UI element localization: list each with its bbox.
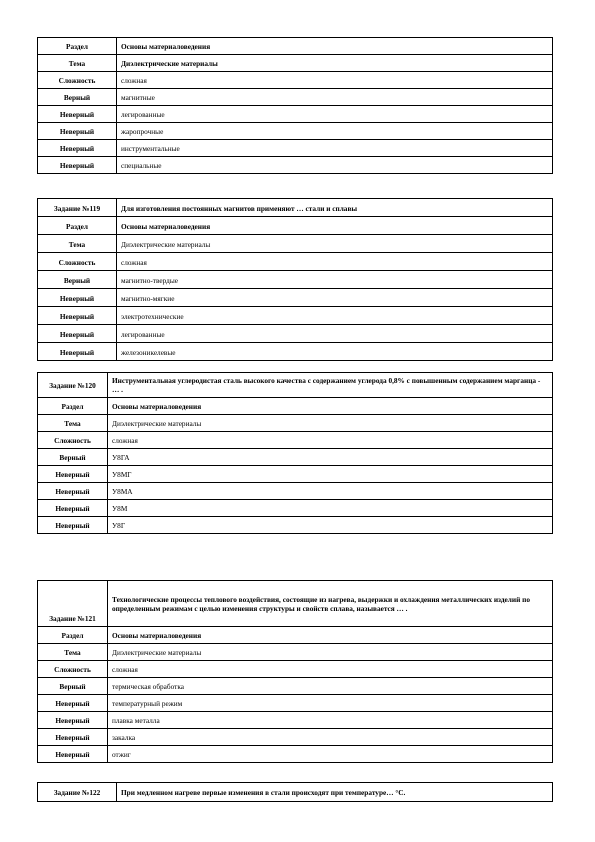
table-row [38,627,553,644]
incorrect-answer: У8МА [108,483,553,500]
table-row [38,432,553,449]
incorrect-label: Неверный [38,307,117,325]
task-number: Задание №121 [38,581,108,627]
table-row [38,661,553,678]
incorrect-label: Неверный [38,325,117,343]
topic-label: Тема [38,55,117,72]
incorrect-answer: железоникелевые [117,343,553,361]
task-number: Задание №119 [38,199,117,217]
table-row [38,271,553,289]
incorrect-answer: магнитно-мягкие [117,289,553,307]
correct-answer: магнитные [117,89,553,106]
difficulty-value: сложная [117,253,553,271]
topic-label: Тема [38,235,117,253]
topic-value: Диэлектрические материалы [117,55,553,72]
incorrect-label: Неверный [38,483,108,500]
task-question: Для изготовления постоянных магнитов применяют … стали и сплавы [117,199,553,217]
task-question: Технологические процессы теплового воздействия, состоящие из нагрева, выдержки и охлаждения металлических изделий по определенным режимам с целью изменения структуры и свойств сплава, называется … . [108,581,553,627]
correct-label: Верный [38,271,117,289]
incorrect-label: Неверный [38,746,108,763]
task-121-table [37,580,553,763]
incorrect-answer: У8Г [108,517,553,534]
incorrect-label: Неверный [38,695,108,712]
incorrect-label: Неверный [38,140,117,157]
incorrect-label: Неверный [38,289,117,307]
difficulty-label: Сложность [38,253,117,271]
section-value: Основы материаловедения [108,627,553,644]
difficulty-label: Сложность [38,432,108,449]
correct-answer: термическая обработка [108,678,553,695]
incorrect-label: Неверный [38,157,117,174]
topic-label: Тема [38,644,108,661]
table-row [38,307,553,325]
table-row [38,140,553,157]
table-row [38,449,553,466]
task-header-row [38,581,553,627]
section-value: Основы материаловедения [117,38,553,55]
incorrect-answer: плавка металла [108,712,553,729]
table-row [38,289,553,307]
table-row [38,466,553,483]
table-row [38,483,553,500]
section-label: Раздел [38,38,117,55]
table-row [38,55,553,72]
table-row [38,415,553,432]
incorrect-answer: инструментальные [117,140,553,157]
incorrect-answer: отжиг [108,746,553,763]
correct-label: Верный [38,678,108,695]
task-119-table [37,198,553,361]
incorrect-answer: специальные [117,157,553,174]
table-row [38,712,553,729]
difficulty-label: Сложность [38,72,117,89]
table-row [38,644,553,661]
correct-label: Верный [38,449,108,466]
table-row [38,695,553,712]
table-row [38,746,553,763]
table-row [38,123,553,140]
task-120-table [37,372,553,534]
incorrect-label: Неверный [38,500,108,517]
task-question: Инструментальная углеродистая сталь высокого качества с содержанием углерода 0,8% с повышенным содержанием марганца - … . [108,373,553,398]
difficulty-value: сложная [108,432,553,449]
section-label: Раздел [38,217,117,235]
section-value: Основы материаловедения [108,398,553,415]
table-row [38,325,553,343]
section-label: Раздел [38,627,108,644]
correct-label: Верный [38,89,117,106]
table-row [38,106,553,123]
incorrect-label: Неверный [38,466,108,483]
task-header-row [38,199,553,217]
task-118-table [37,37,553,174]
incorrect-answer: легированные [117,325,553,343]
table-row [38,678,553,695]
table-row [38,253,553,271]
table-row [38,72,553,89]
table-row [38,235,553,253]
task-number: Задание №122 [38,783,117,802]
table-row [38,729,553,746]
incorrect-answer: электротехнические [117,307,553,325]
difficulty-label: Сложность [38,661,108,678]
table-row [38,343,553,361]
table-row [38,89,553,106]
task-header-row [38,373,553,398]
difficulty-value: сложная [117,72,553,89]
incorrect-label: Неверный [38,517,108,534]
incorrect-answer: температурный режим [108,695,553,712]
table-row [38,38,553,55]
incorrect-label: Неверный [38,106,117,123]
task-question: При медленном нагреве первые изменения в стали происходят при температуре… °С. [117,783,553,802]
difficulty-value: сложная [108,661,553,678]
table-row [38,517,553,534]
section-value: Основы материаловедения [117,217,553,235]
table-row [38,217,553,235]
incorrect-answer: закалка [108,729,553,746]
incorrect-answer: У8МГ [108,466,553,483]
section-label: Раздел [38,398,108,415]
task-122-table [37,782,553,802]
incorrect-label: Неверный [38,729,108,746]
topic-label: Тема [38,415,108,432]
task-header-row [38,783,553,802]
topic-value: Диэлектрические материалы [108,644,553,661]
incorrect-answer: легированные [117,106,553,123]
correct-answer: магнитно-твердые [117,271,553,289]
topic-value: Диэлектрические материалы [108,415,553,432]
table-row [38,500,553,517]
incorrect-label: Неверный [38,123,117,140]
incorrect-answer: У8М [108,500,553,517]
incorrect-label: Неверный [38,712,108,729]
incorrect-label: Неверный [38,343,117,361]
task-number: Задание №120 [38,373,108,398]
table-row [38,398,553,415]
table-row [38,157,553,174]
correct-answer: У8ГА [108,449,553,466]
incorrect-answer: жаропрочные [117,123,553,140]
topic-value: Диэлектрические материалы [117,235,553,253]
